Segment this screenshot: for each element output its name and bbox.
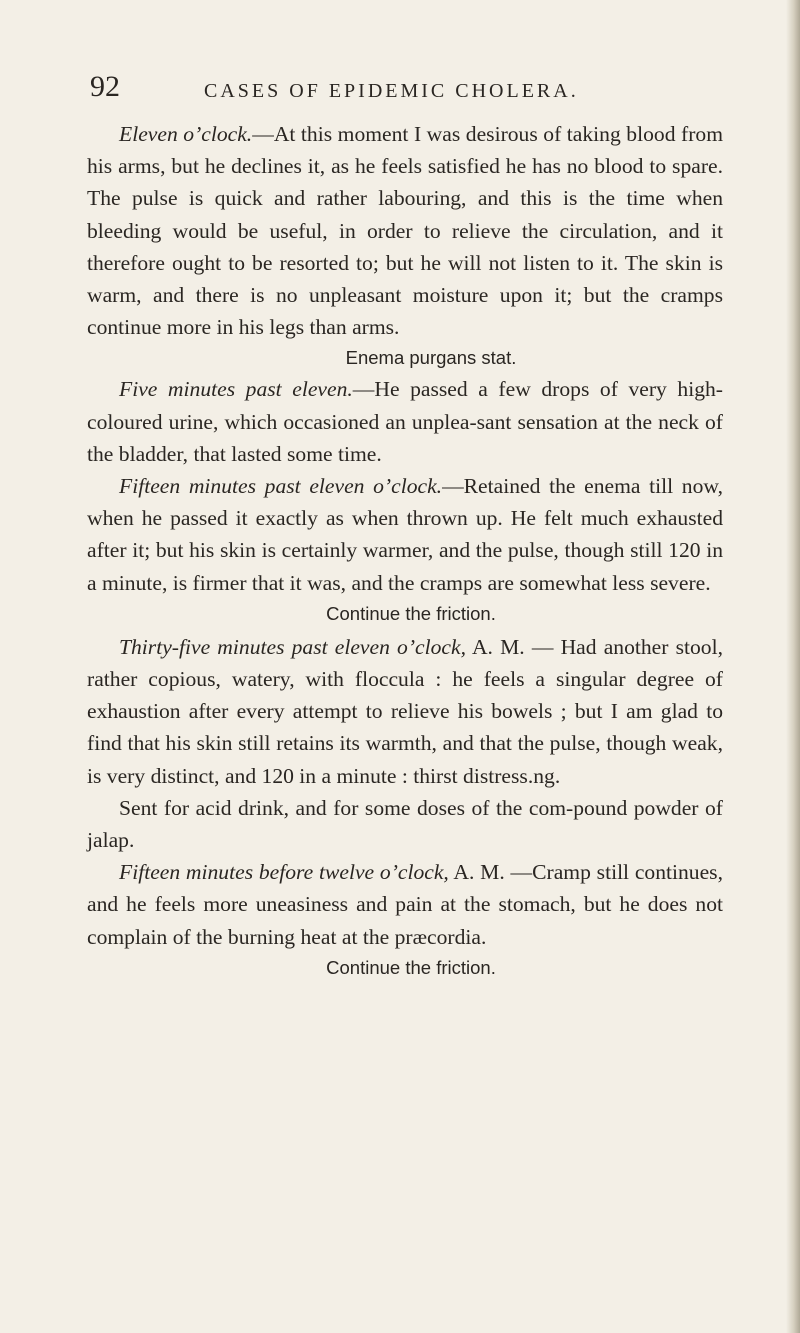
paragraph-thirty-five-past-eleven: [87, 631, 723, 792]
time-heading: Fifteen minutes past eleven o’clock.: [119, 474, 443, 499]
paragraph-text: A. M. — Had another stool, rather copious, watery, with floccula : he feels a singular degree of exhaustion after every attempt to relieve his bowels ; but I am glad to find that his skin still retains its warmth, and that the pulse, though weak, is very distinct, and 120 in a minute : thirst distress.ng.: [87, 634, 723, 788]
time-heading: Eleven o’clock.: [119, 122, 253, 146]
paragraph-text: A. M. —Cramp still continues, and he feels more uneasiness and pain at the stomach, but he does not complain of the burning heat at the præcordia.: [87, 860, 723, 949]
page-number: 92: [90, 70, 120, 103]
paragraph-text: —He passed a few drops of very high-coloured urine, which occasioned an unplea-sant sensation at the neck of the bladder, that lasted some time.: [87, 377, 723, 466]
paragraph-text: —Retained the enema till now, when he passed it exactly as when thrown up. He felt much exhausted after it; but his skin is certainly warmer, and the pulse, though still 120 in a minute, is firmer that it was, and the cramps are somewhat less severe.: [87, 474, 723, 595]
paragraph-text: —At this moment I was desirous of taking blood from his arms, but he declines it, as he feels satisfied he has no blood to spare. The pulse is quick and rather labouring, and this is the time when bleeding would be useful, in order to relieve the circulation, and it therefore ought to be resorted to; but he will not listen to it. The skin is warm, and there is no unpleasant moisture upon it; but the cramps continue more in his legs than arms.: [87, 122, 723, 340]
paragraph-five-past-eleven: [87, 373, 723, 470]
time-heading: Five minutes past eleven.: [119, 377, 353, 402]
time-heading: Thirty-five minutes past eleven o’clock,: [119, 634, 466, 659]
prescription-note: Continue the friction.: [326, 602, 496, 624]
prescription-note: Enema purgans stat.: [345, 347, 517, 369]
time-heading: Fifteen minutes before twelve o’clock,: [119, 860, 449, 885]
prescription-note: Continue the friction.: [326, 956, 496, 978]
page-header: [90, 60, 710, 110]
paragraph-fifteen-before-twelve: [87, 856, 723, 953]
paragraph-acid-drink: [87, 792, 723, 856]
paragraph-fifteen-past-eleven: [87, 470, 723, 599]
page-edge-shadow: [786, 0, 800, 1333]
body-text: [87, 118, 723, 983]
paragraph-text: Sent for acid drink, and for some doses of the com-pound powder of jalap.: [87, 795, 723, 853]
running-title: CASES OF EPIDEMIC CHOLERA.: [204, 80, 579, 102]
paragraph-eleven-oclock: [87, 118, 723, 343]
